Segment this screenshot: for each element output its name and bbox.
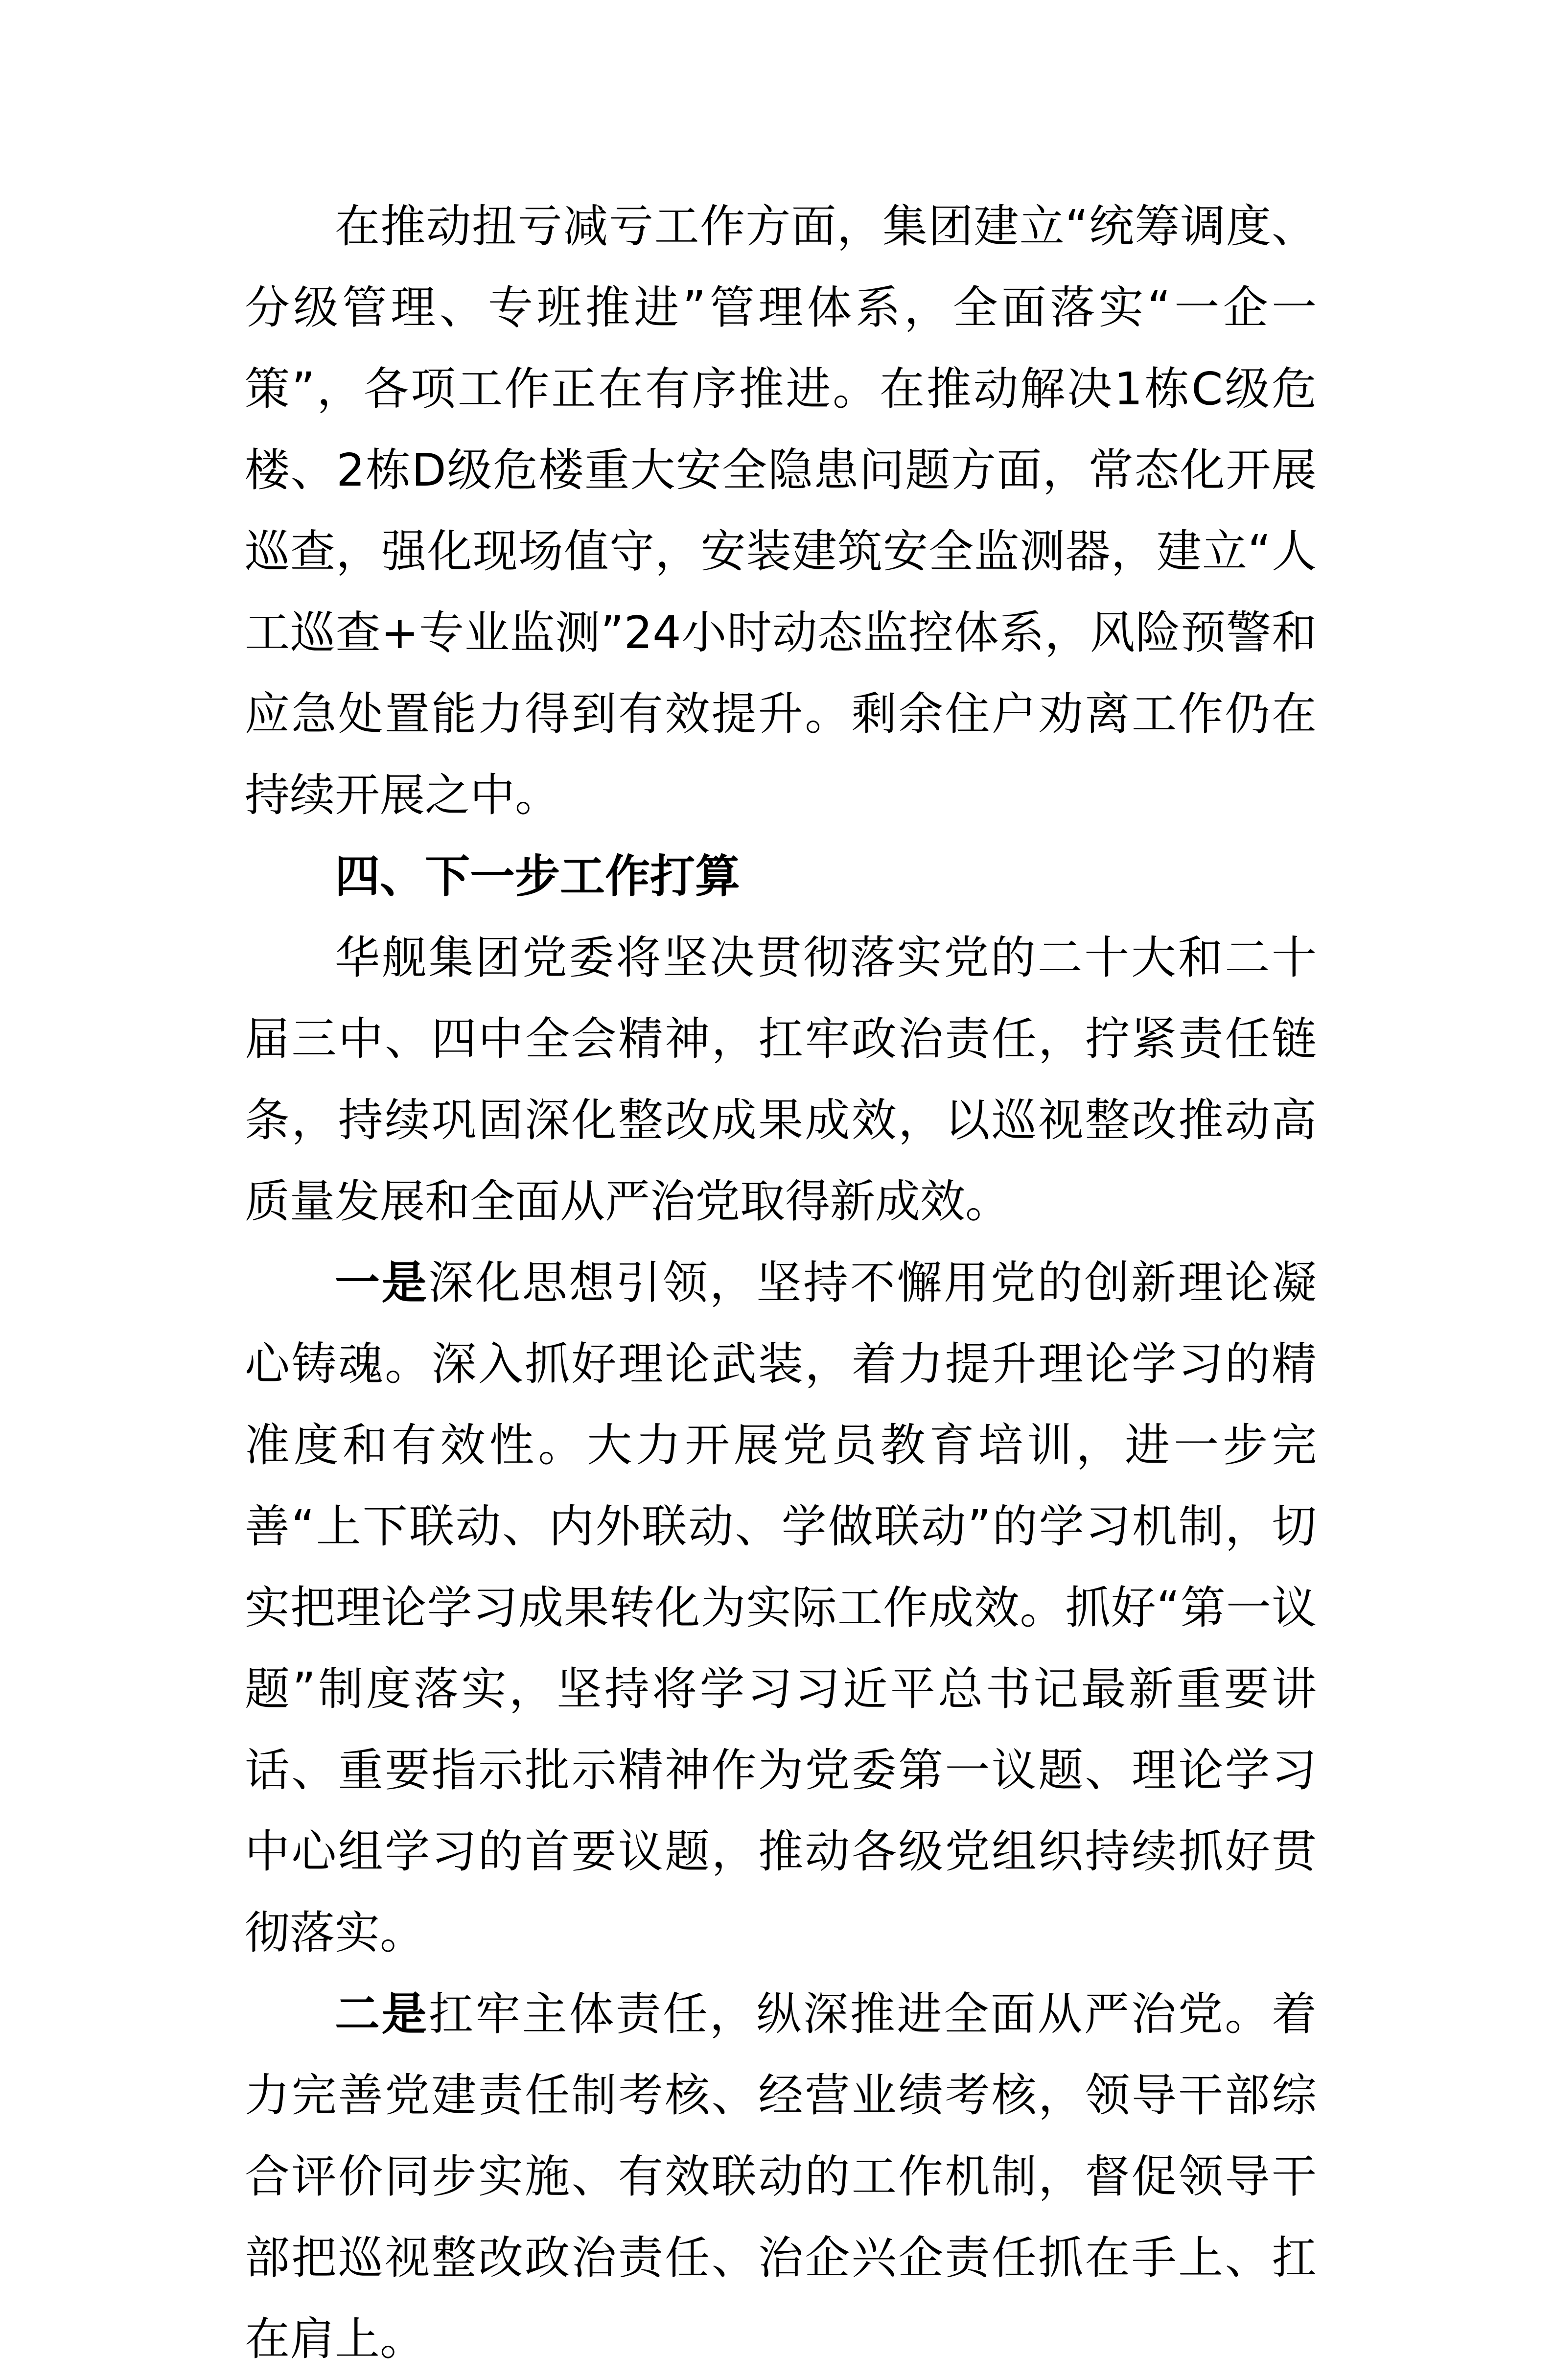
item-text: 扛牢主体责任，纵深推进全面从严治党。着力完善党建责任制考核、经营业绩考核，领导干部综合评价同步实施、有效联动的工作机制，督促领导干部把巡视整改政治责任、治企兴企责任抓在手上、扛在肩上。: [245, 1988, 1317, 2365]
item-text: 深化思想引领，坚持不懈用党的创新理论凝心铸魂。深入抓好理论武装，着力提升理论学习的精准度和有效性。大力开展党员教育培训，进一步完善“上下联动、内外联动、学做联动”的学习机制，切实把理论学习成果转化为实际工作成效。抓好“第一议题”制度落实，坚持将学习习近平总书记最新重要讲话、重要指示批示精神作为党委第一议题、理论学习中心组学习的首要议题，推动各级党组织持续抓好贯彻落实。: [245, 1257, 1317, 1959]
section-heading: 四、下一步工作打算: [335, 850, 741, 903]
paragraph-item-2: [245, 1974, 1317, 2380]
paragraph-item-1: [245, 1242, 1317, 1974]
paragraph-intro: 华舰集团党委将坚决贯彻落实党的二十大和二十届三中、四中全会精神，扛牢政治责任，拧紧责任链条，持续巩固深化整改成果成效，以巡视整改推动高质量发展和全面从严治党取得新成效。: [245, 932, 1317, 1228]
paragraph-loss-reduction: [245, 186, 1317, 836]
paragraph-text: 在推动扭亏减亏工作方面，集团建立“统筹调度、分级管理、专班推进”管理体系，全面落实“一企一策”，各项工作正在有序推进。在推动解决1栋C级危楼、2栋D级危楼重大安全隐患问题方面，常态化开展巡查，强化现场值守，安装建筑安全监测器，建立“人工巡查+专业监测”24小时动态监控体系，风险预警和应急处置能力得到有效提升。剩余住户劝离工作仍在持续开展之中。: [245, 200, 1317, 821]
item-lead: 一是: [335, 1257, 429, 1309]
document-page: [245, 186, 1317, 2380]
item-lead: 二是: [335, 1988, 429, 2040]
